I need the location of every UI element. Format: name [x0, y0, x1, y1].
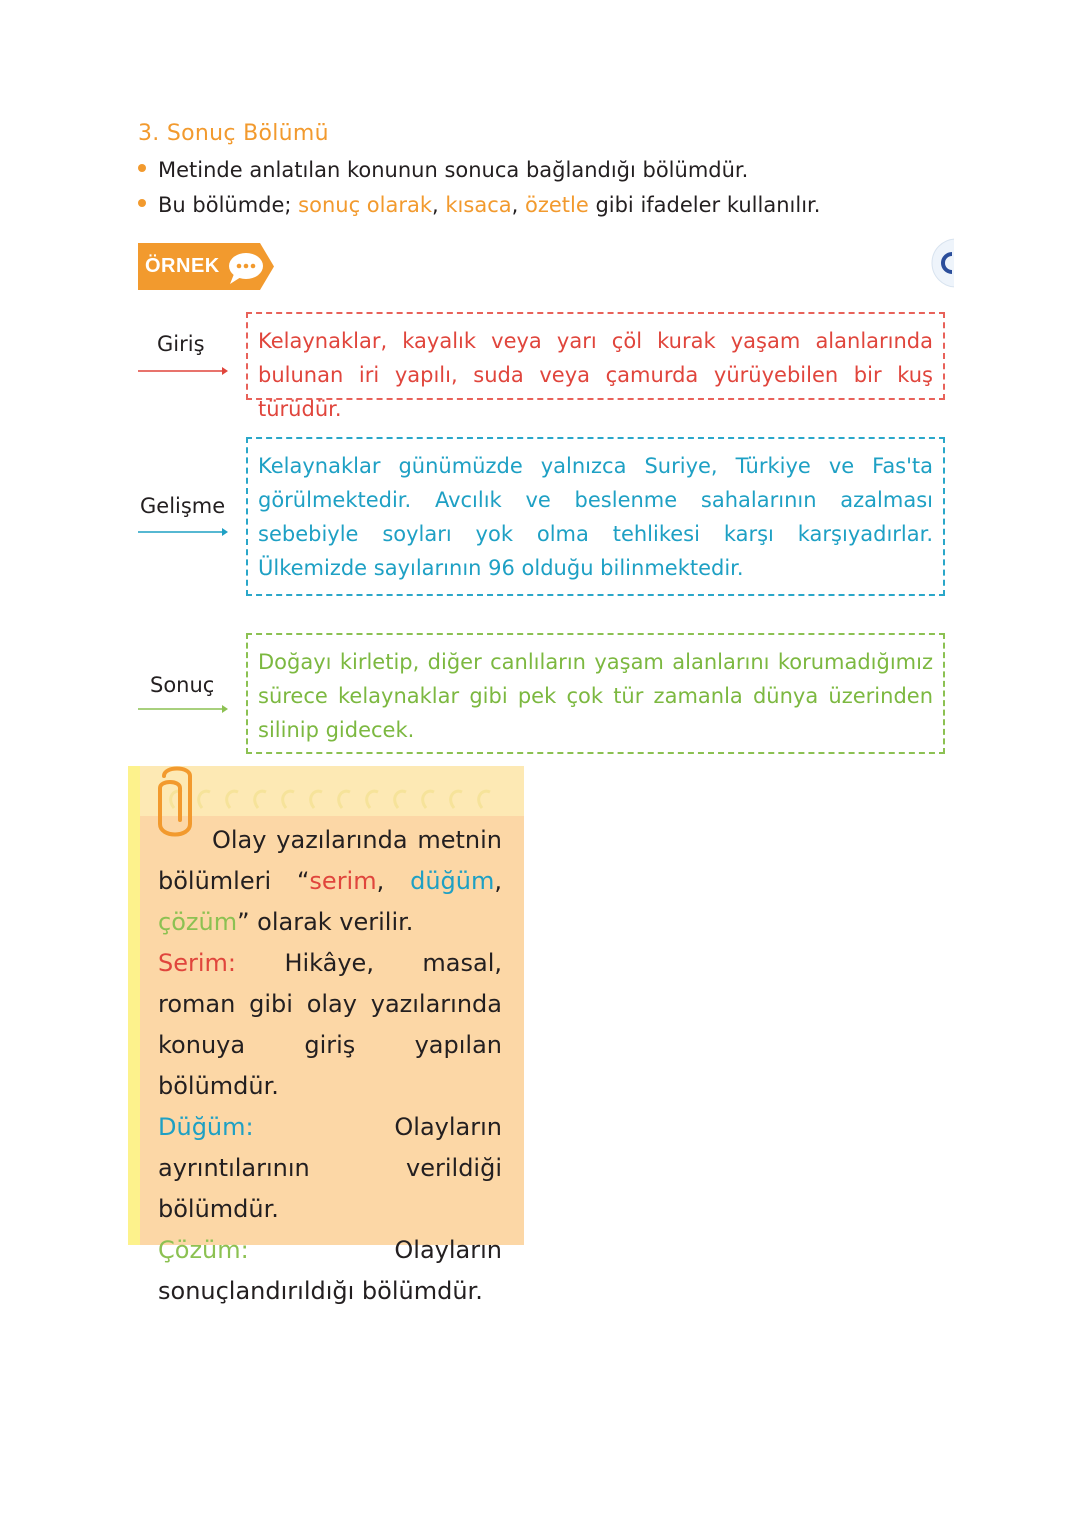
arrow-right-icon [138, 703, 228, 715]
note-text [158, 820, 502, 1312]
bullet-dot-icon [138, 164, 146, 172]
term-dugum: düğüm [410, 867, 495, 895]
note-cozum: Çözüm: Olayların sonuçlandırıldığı bölümdür. [158, 1236, 502, 1305]
bullet-text-2-suffix: gibi ifadeler kullanılır. [588, 193, 821, 217]
label-sonuc: Sonuç [150, 673, 215, 697]
giris-text-box: Kelaynaklar, kayalık veya yarı çöl kurak yaşam alanlarında bulunan iri yapılı, suda veya çamurda yürüyebilen bir kuş türüdür. [246, 312, 945, 400]
label-gelisme: Gelişme [140, 494, 226, 518]
note-serim: Serim: Hikâye, masal, roman gibi olay yazılarında konuya giriş yapılan bölümdür. [158, 949, 502, 1100]
section-title: 3. Sonuç Bölümü [138, 121, 329, 146]
keyword-sonuc-olarak: sonuç olarak [298, 193, 433, 217]
sonuc-text-box: Doğayı kirletip, diğer canlıların yaşam alanlarını korumadığımız sürece kelaynaklar gibi pek çok tür zamanla dünya üzerinden silinip gidecek. [246, 633, 945, 754]
bullet-item-2: Bu bölümde; sonuç olarak, kısaca, özetle gibi ifadeler kullanılır. [138, 193, 820, 217]
term-serim: serim [309, 867, 377, 895]
ornek-label: ÖRNEK [145, 255, 220, 277]
dugum-label: Düğüm: [158, 1113, 254, 1141]
spiral-binding [160, 784, 520, 812]
term-cozum: çözüm [158, 908, 238, 936]
partial-page-icon [928, 238, 954, 288]
cozum-label: Çözüm: [158, 1236, 249, 1264]
keyword-ozetle: özetle [524, 193, 589, 217]
note-intro: Olay yazılarında metnin bölümleri “serim, düğüm, çözüm” olarak verilir. [158, 826, 502, 936]
note-dugum: Düğüm: Olayların ayrıntılarının verildiği bölümdür. [158, 1113, 502, 1223]
arrow-right-icon [138, 365, 228, 377]
arrow-right-icon [138, 526, 228, 538]
bullet-item-1 [138, 158, 748, 182]
bullet-text-2-prefix: Bu bölümde; [158, 193, 299, 217]
label-giris: Giriş [157, 332, 205, 356]
serim-label: Serim: [158, 949, 236, 977]
keyword-kisaca: kısaca [445, 193, 512, 217]
note-card-edge [128, 766, 140, 1245]
bullet-text-1: Metinde anlatılan konunun sonuca bağlandığı bölümdür. [158, 158, 749, 182]
gelisme-text-box: Kelaynaklar günümüzde yalnızca Suriye, Türkiye ve Fas'ta görülmektedir. Avcılık ve beslenme sahalarının azalması sebebiyle soyları yok olma tehlikesi karşı karşıyadırlar. Ülkemizde sayılarının 96 olduğu bilinmektedir. [246, 437, 945, 596]
bullet-dot-icon [138, 199, 146, 207]
